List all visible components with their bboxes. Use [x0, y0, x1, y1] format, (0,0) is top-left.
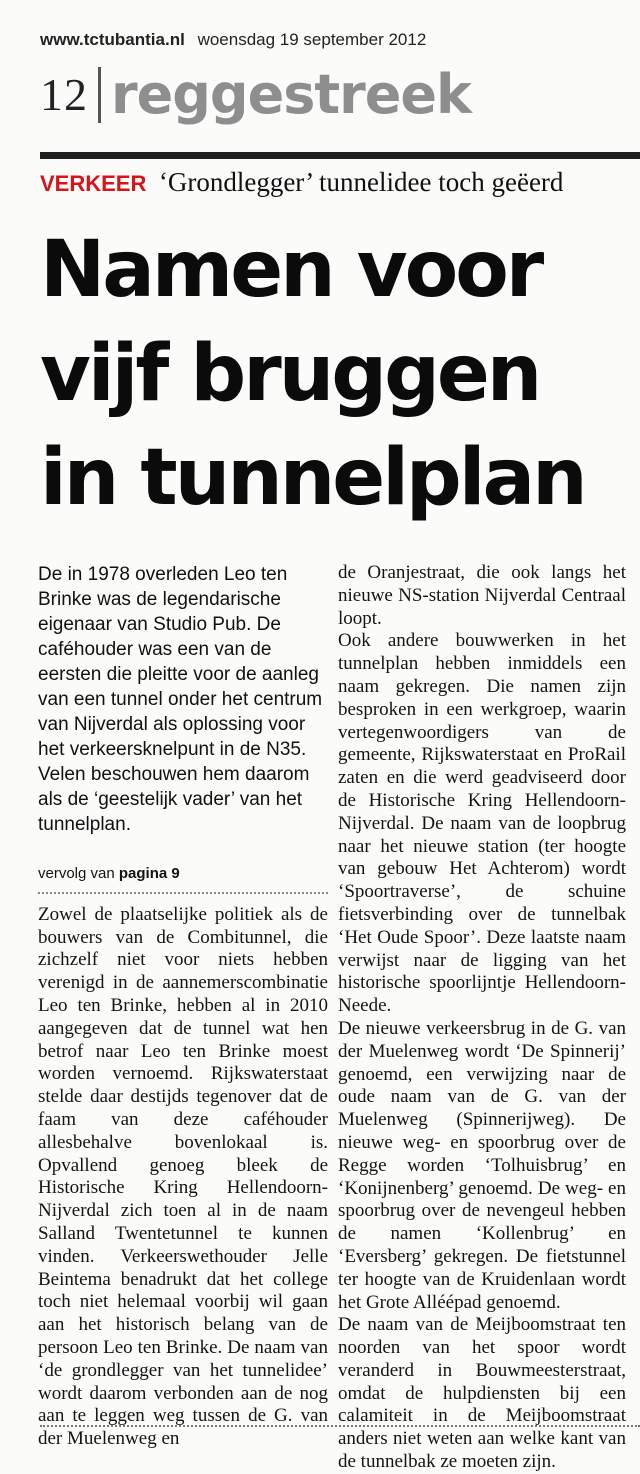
- masthead: [40, 30, 620, 58]
- section-name: reggestreek: [111, 63, 471, 126]
- body-text-left: [38, 904, 328, 1451]
- kicker-title: ‘Grondlegger’ tunnelidee toch geëerd: [158, 167, 564, 197]
- continued-prefix: vervolg van: [38, 865, 115, 882]
- section-header: [40, 60, 640, 130]
- headline-line: in tunnelplan: [40, 433, 585, 523]
- continued-page: pagina 9: [118, 865, 180, 882]
- site-url: www.tctubantia.nl: [40, 30, 185, 49]
- header-rule: [40, 152, 640, 159]
- body-paragraph: de Oranjestraat, die ook langs het nieuwe NS-station Nijverdal Centraal loopt.: [338, 562, 626, 629]
- body-paragraph: De nieuwe verkeersbrug in de G. van der Muelenweg wordt ‘De Spinnerij’ genoemd, een verwijzing naar de oude naam van de G. van der Muelenweg (Spinnerijweg). De nieuwe weg- en spoorbrug over de Regge worden ‘Tolhuisbrug’ en ‘Konijnenberg’ genoemd. De weg- en spoorbrug over de nevengeul hebben de namen ‘Kollenbrug’ en ‘Eversberg’ gekregen. De fietstunnel ter hoogte van de Kruidenlaan wordt het Grote Alléépad genoemd.: [338, 1017, 626, 1313]
- kicker: VERKEER: [40, 171, 147, 196]
- issue-date: woensdag 19 september 2012: [197, 30, 427, 49]
- headline-line: Namen voor: [40, 225, 542, 315]
- page-number: 12: [40, 67, 101, 123]
- body-paragraph: De naam van de Meijboomstraat ten noorden van het spoor wordt veranderd in Bouwmeesterstraat, omdat de hulpdiensten bij een calamiteit in de Meijboomstraat anders niet weten aan welke kant van de tunnelbak ze moeten zijn.: [338, 1314, 626, 1473]
- headline: [40, 218, 640, 530]
- body-paragraph: Zowel de plaatselijke politiek als de bouwers van de Combitunnel, die zichzelf niet voor niets hebben verenigd in de aannemerscombinatie Leo ten Brinke, hebben al in 2010 aangegeven dat de tunnel wat hen betrof naar Leo ten Brinke moest worden vernoemd. Rijkswaterstaat stelde daar destijds tegenover dat de faam van deze caféhouder allesbehalve bovenlokaal is. Opvallend genoeg bleek de Historische Kring Hellendoorn-Nijverdal zich toen al in de naam Salland Twentetunnel te kunnen vinden. Verkeerswethouder Jelle Beintema benadrukt dat het college toch niet helemaal voorbij wil gaan aan het historisch belang van de persoon Leo ten Brinke. De naam van ‘de grondlegger van het tunnelidee’ wordt daarom verbonden aan de nog aan te leggen weg tussen de G. van der Muelenweg en: [38, 903, 328, 1450]
- body-paragraph: Ook andere bouwwerken in het tunnelplan hebben inmiddels een naam gekregen. Die namen zijn besproken in een werkgroep, waarin vertegenwoordigers van de gemeente, Rijkswaterstaat en ProRail zaten en die werd geadviseerd door de Historische Kring Hellendoorn-Nijverdal. De naam van de loopbrug naar het nieuwe station (ter hoogte van gebouw Het Achterom) wordt ‘Spoortraverse’, de schuine fietsverbinding over de tunnelbak ‘Het Oude Spoor’. Deze laatste naam verwijst naar de ligging van het historische spoorlijntje Hellendoorn-Neede.: [338, 630, 626, 1017]
- continued-from: [38, 863, 328, 894]
- column-left: [38, 562, 328, 1451]
- column-right: [338, 562, 626, 1474]
- bottom-rule: [40, 1425, 640, 1427]
- intro-paragraph: De in 1978 overleden Leo ten Brinke was de legendarische eigenaar van Studio Pub. De caféhouder was een van de eersten die pleitte voor de aanleg van een tunnel onder het centrum van Nijverdal als oplossing voor het verkeersknelpunt in de N35. Velen beschouwen hem daarom als de ‘geestelijk vader’ van het tunnelplan.: [38, 564, 323, 835]
- kicker-line: [40, 164, 640, 204]
- headline-line: vijf bruggen: [40, 329, 540, 419]
